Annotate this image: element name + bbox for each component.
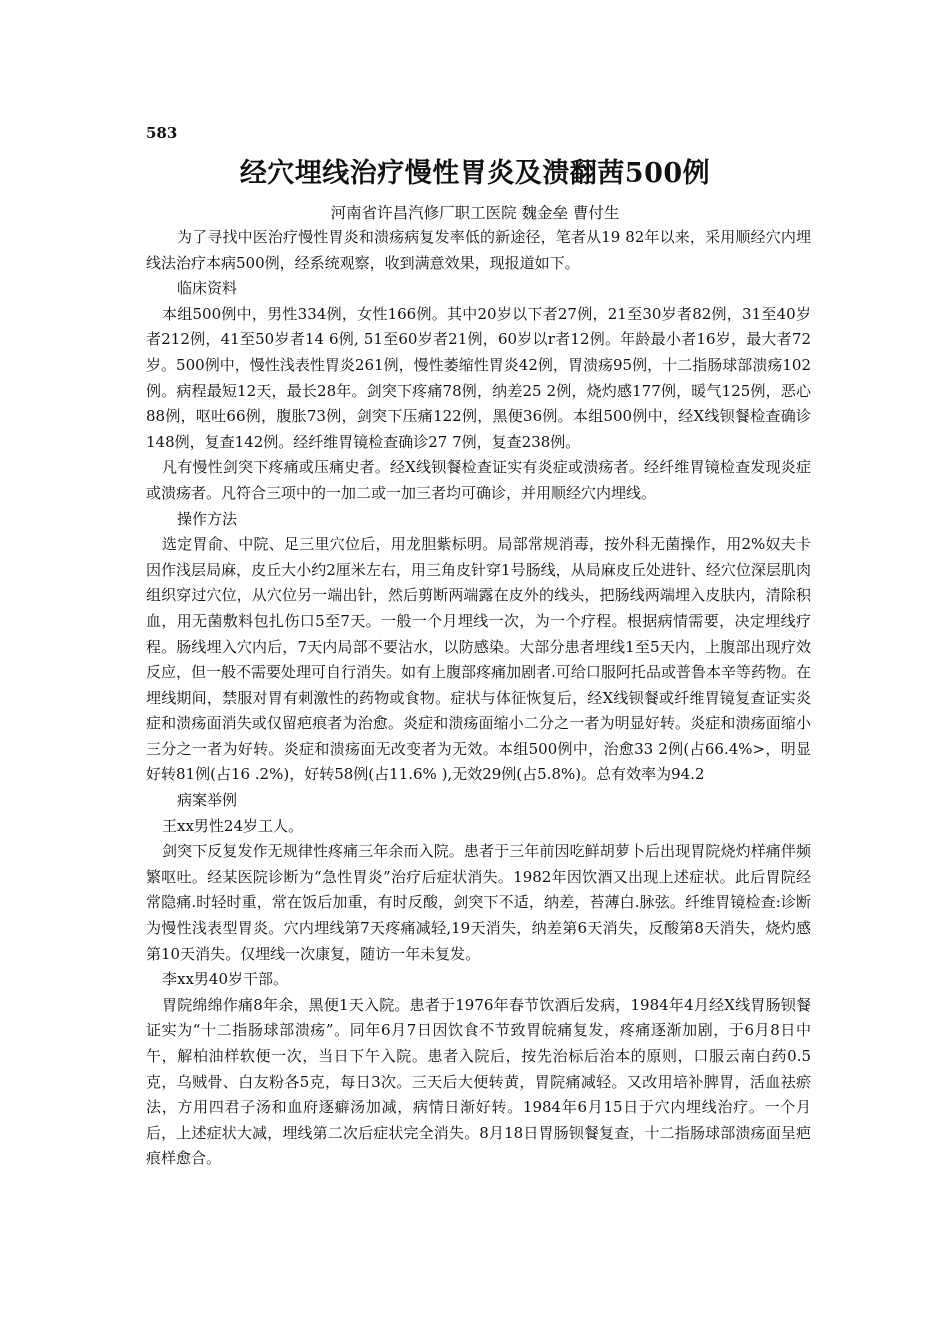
author-byline: 河南省许昌汽修厂职工医院 魏金垒 曹付生 [330,204,620,222]
section-heading-cases: 病案举例 [177,791,238,810]
clinical-paragraph-2: 凡有慢性剑突下疼痛或压痛史者。经X线钡餐检查证实有炎症或溃疡者。经纤维胃镜检查发现炎症或溃疡者。凡符合三项中的一加二或一加三者均可确诊，并用顺经穴内埋线。 [146,458,811,502]
article-title: 经穴埋线治疗慢性胃炎及溃翻茜500例 [239,158,711,189]
section-heading-method: 操作方法 [177,509,238,528]
case-2-header: 李xx男40岁干部。 [162,970,289,989]
method-paragraph: 选定胃俞、中院、足三里穴位后，用龙胆紫标明。局部常规消毒，按外科无菌操作，用2%奴夫卡因作浅层局麻，皮丘大小约2厘米左右，用三角皮针穿1号肠线，从局麻皮丘处进针、经穴位深层肌肉组织穿过穴位，从穴位另一端出针，然后剪断两端露在皮外的线头，把肠线两端埋入皮肤内，清除积血，用无菌敷料包扎伤口5至7天。一般一个月埋线一次，为一个疗程。根据病情需要，决定埋线疗程。肠线埋入穴内后，7天内局部不要沾水，以防感染。大部分患者埋线1至5天内，上腹部出现疗效反应，但一般不需要处理可自行消失。如有上腹部疼痛加剧者.可给口服阿托品或普鲁本辛等药物。在埋线期间，禁服对胃有刺激性的药物或食物。症状与体征恢复后，经X线钡餐或纤维胃镜复查证实炎症和溃疡面消失或仅留疤痕者为治愈。炎症和溃疡面缩小二分之一者为明显好转。炎症和溃疡面缩小三分之一者为好转。炎症和溃疡面无改变者为无效。本组500例中，治愈33 2例(占66.4%>，明显好转81例(占16 .2%)，好转58例(占11.6% ),无效29例(占5.8%)。总有效率为94.2 [146,535,811,784]
case-1-header: 王xx男性24岁工人。 [162,816,304,835]
case-2-body: 胃院绵绵作痛8年余，黑便1天入院。患者于1976年春节饮酒后发病，1984年4月经X线胃肠钡餐证实为“十二指肠球部溃疡”。同年6月7日因饮食不节致胃皖痛复发，疼痛逐渐加剧，于6月8日中午，解柏油样软便一次，当日下午入院。患者入院后，按先治标后治本的原则，口服云南白药0.5克，乌贼骨、白友粉各5克，每日3次。三天后大便转黄，胃院痛减轻。又改用培补脾胃，活血祛瘀法，方用四君子汤和血府逐癖汤加减，病情日渐好转。1984年6月15日于穴内埋线治疗。一个月后，上述症状大减，埋线第二次后症状完全消失。8月18日胃肠钡餐复查，十二指肠球部溃疡面呈疤痕样愈合。 [146,995,811,1168]
intro-paragraph: 为了寻找中医治疗慢性胃炎和溃疡病复发率低的新途径，笔者从19 82年以来，采用顺经穴内埋线法治疗本病500例，经系统观察，收到满意效果，现报道如下。 [146,228,811,272]
case-1-body: 剑突下反复发作无规律性疼痛三年余而入院。患者于三年前因吃鲜胡萝卜后出现胃院烧灼样痛伴频繁呕吐。经某医院诊断为“急性胃炎”治疗后症状消失。1982年因饮酒又出现上述症状。此后胃院经常隐痛.时轻时重，常在饭后加重，有时反酸，剑突下不适，纳差，苔薄白.脉弦。纤维胃镜检查:诊断为慢性浅表型胃炎。穴内埋线第7天疼痛减轻,19天消失，纳差第6天消失，反酸第8天消失，烧灼感第10天消失。仅埋线一次康复，随访一年未复发。 [146,842,811,963]
page-number: 583 [146,124,178,142]
clinical-paragraph-1: 本组500例中，男性334例，女性166例。其中20岁以下者27例，21至30岁者82例，31至40岁者212例，41至50岁者14 6例, 51至60岁者21例，60岁以r者12例。年龄最小者16岁，最大者72岁。500例中，慢性浅表性胃炎261例，慢性萎缩性胃炎42例，胃溃疡95例，十二指肠球部溃疡102例。病程最短12天，最长28年。剑突下疼痛78例，纳差25 2例，烧灼感177例，暖气125例，恶心88例，呕吐66例，腹胀73例，剑突下压痛122例，黑便36例。本组500例中，经X线钡餐检查确诊148例，复查142例。经纤维胃镜检查确诊27 7例，复查238例。 [146,304,811,451]
section-heading-clinical: 临床资料 [177,279,238,298]
article-body [146,225,811,1172]
